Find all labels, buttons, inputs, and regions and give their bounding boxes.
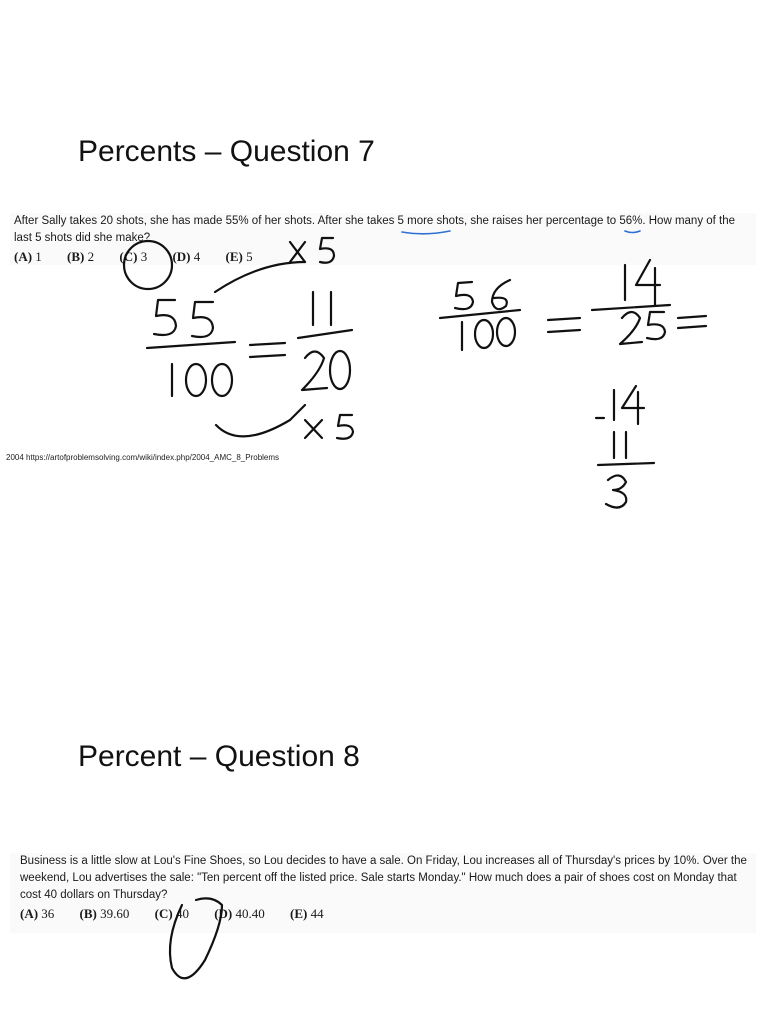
question-8-line-3: cost 40 dollars on Thursday? xyxy=(20,889,168,901)
choice-c: (C) 40 xyxy=(154,906,189,921)
question-7-line-1: After Sally takes 20 shots, she has made 55% of her shots. After she takes 5 more shots, she raises her percentage to 56%. How many of the xyxy=(14,215,736,227)
subtraction-work xyxy=(596,386,654,508)
choice-d: (D) 4 xyxy=(172,249,201,264)
choice-e: (E) 44 xyxy=(289,906,324,921)
choices-7 xyxy=(10,249,756,265)
choices-8 xyxy=(10,906,756,922)
page-title-question-8: Percent – Question 8 xyxy=(78,740,360,773)
choice-a: (A) 1 xyxy=(14,249,42,264)
question-7-line-2: last 5 shots did she make? xyxy=(14,232,151,244)
choice-d: (D) 40.40 xyxy=(214,906,265,921)
question-8-line-1: Business is a little slow at Lou's Fine Shoes, so Lou decides to have a sale. On Friday, Lou increases all of Thursday's prices by 10%. Over the xyxy=(20,855,747,867)
bottom-arc xyxy=(216,405,305,436)
choice-c: (C) 3 xyxy=(119,249,148,264)
question-8-line-2: weekend, Lou advertises the sale: "Ten percent off the listed price. Sale starts Monday." How much does a pair of shoes cost on Monday that xyxy=(20,872,737,884)
page-title-question-7: Percents – Question 7 xyxy=(78,135,375,168)
problem-7 xyxy=(10,213,756,265)
fraction-55-100 xyxy=(147,300,235,396)
fraction-56-100 xyxy=(440,280,520,350)
choice-e: (E) 5 xyxy=(225,249,253,264)
choice-b: (B) 2 xyxy=(67,249,95,264)
fraction-11-20 xyxy=(298,292,352,390)
choice-b: (B) 39.60 xyxy=(79,906,130,921)
problem-8 xyxy=(10,853,756,933)
top-arc xyxy=(215,262,305,292)
times5-bottom-ink xyxy=(305,415,353,439)
source-citation: 2004 https://artofproblemsolving.com/wiki/index.php/2004_AMC_8_Problems xyxy=(6,453,280,462)
choice-a: (A) 36 xyxy=(20,906,55,921)
fraction-14-25 xyxy=(592,260,670,344)
